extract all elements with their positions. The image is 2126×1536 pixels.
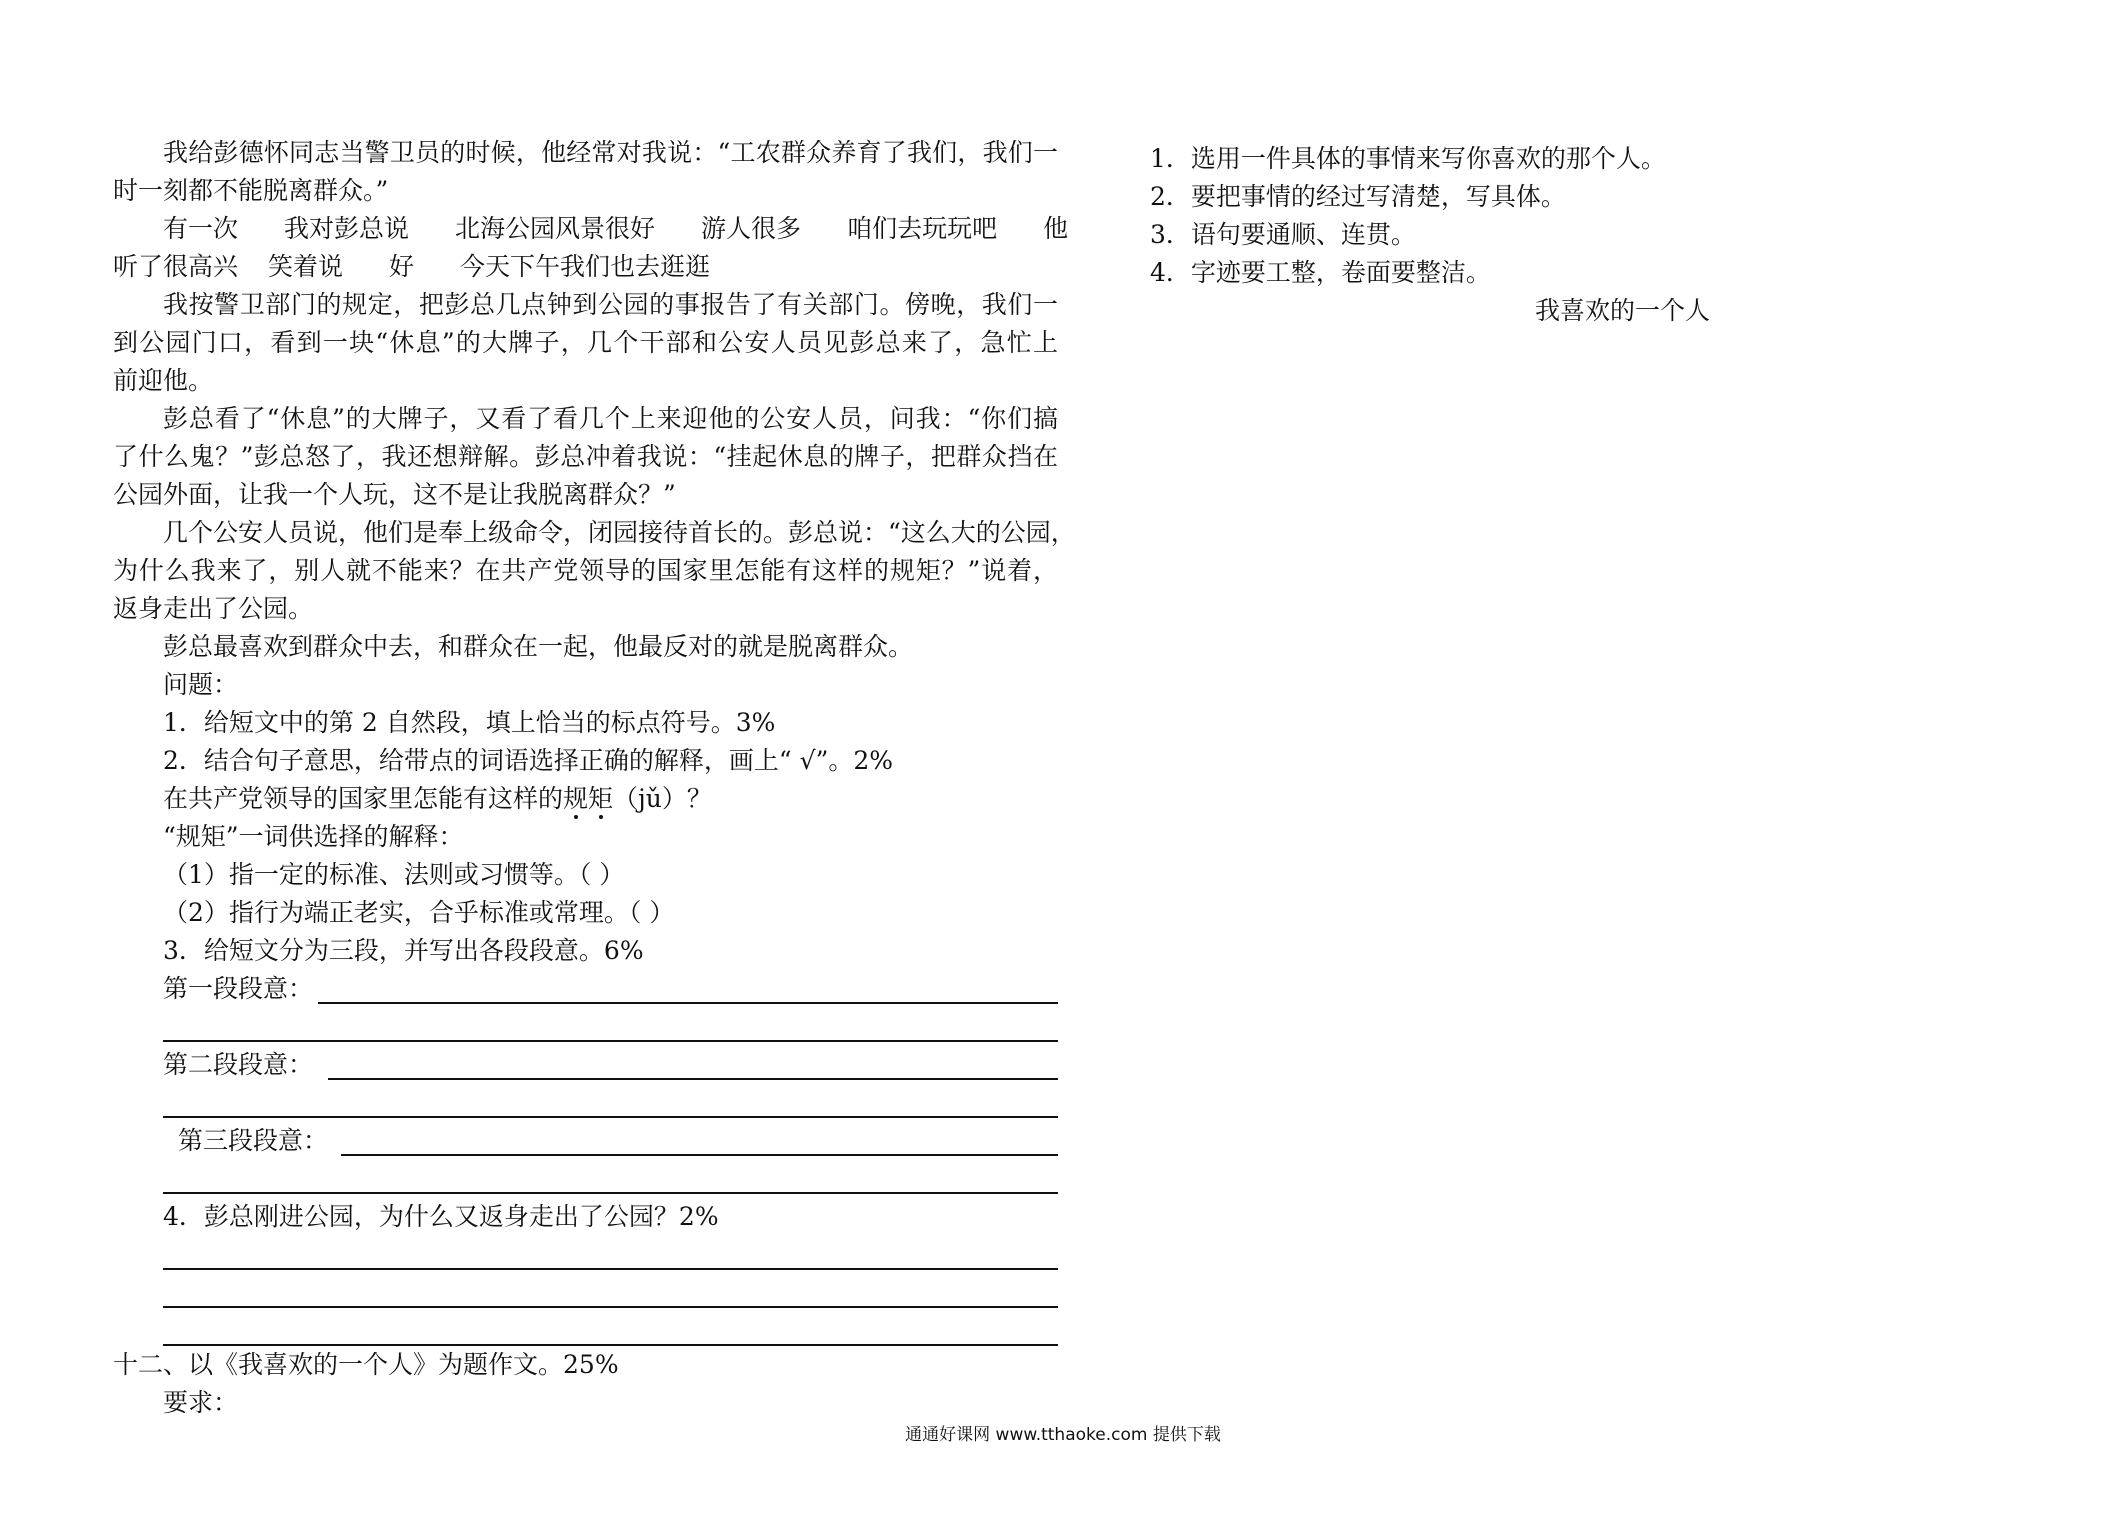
emphasis-dot (574, 815, 578, 819)
answer-line[interactable] (163, 1040, 1058, 1042)
question-3: 3．给短文分为三段，并写出各段段意。6% (163, 936, 644, 965)
reading-section (113, 134, 1076, 1350)
phrase: 他 (1043, 214, 1069, 243)
passage-line: 彭总最喜欢到群众中去，和群众在一起，他最反对的就是脱离群众。 (163, 632, 914, 661)
dotted-word (563, 784, 613, 813)
answer-row (113, 1274, 1058, 1312)
answer-line[interactable] (318, 1002, 1058, 1004)
answer-label: 第三段段意： (178, 1126, 329, 1155)
essay-title: 我喜欢的一个人 (1534, 296, 1710, 325)
answer-row (113, 1008, 1058, 1046)
question-2-option[interactable]: （1）指一定的标准、法则或习惯等。（ ） (163, 860, 625, 889)
requirement-item: 1．选用一件具体的事情来写你喜欢的那个人。 (1150, 144, 1666, 173)
phrase: 有一次 (163, 214, 239, 243)
question-2-sentence (113, 780, 1058, 818)
phrase: 今天下午我们也去逛逛 (460, 252, 711, 281)
requirements-label: 要求： (163, 1388, 239, 1417)
requirement-item: 2．要把事情的经过写清楚，写具体。 (1150, 182, 1566, 211)
answer-line[interactable] (163, 1192, 1058, 1194)
answer-line[interactable] (163, 1116, 1058, 1118)
passage-line: 到公园门口，看到一块“休息”的大牌子，几个干部和公安人员见彭总来了，急忙上 (113, 328, 1058, 357)
phrase: 咱们去玩玩吧 (847, 214, 998, 243)
passage-line: 我按警卫部门的规定，把彭总几点钟到公园的事报告了有关部门。傍晚，我们一 (163, 290, 1058, 319)
sentence-text: 在共产党领导的国家里怎能有这样的 (163, 784, 564, 813)
phrase: 北海公园风景很好 (455, 214, 656, 243)
answer-row-section-2 (113, 1046, 1058, 1084)
answer-line[interactable] (328, 1078, 1058, 1080)
passage-line: 前迎他。 (113, 366, 214, 395)
passage-line: 彭总看了“休息”的大牌子，又看了看几个上来迎他的公安人员，问我：“你们搞 (163, 404, 1058, 433)
passage-line: 了什么鬼？”彭总怒了，我还想辩解。彭总冲着我说：“挂起休息的牌子，把群众挡在 (113, 442, 1058, 471)
phrase: 游人很多 (701, 214, 802, 243)
question-1: 1．给短文中的第 2 自然段，填上恰当的标点符号。3% (163, 708, 776, 737)
answer-row-section-1 (113, 970, 1058, 1008)
passage-line: 时一刻都不能脱离群众。” (113, 176, 389, 205)
phrase: 我对彭总说 (284, 214, 410, 243)
footer-credit: 通通好课网 www.tthaoke.com 提供下载 (905, 1425, 1221, 1445)
emphasis-dot (599, 815, 603, 819)
answer-row (113, 1084, 1058, 1122)
question-2: 2．结合句子意思，给带点的词语选择正确的解释，画上“ √”。2% (163, 746, 894, 775)
composition-requirements (1150, 140, 1710, 330)
passage-unpunctuated-line (113, 248, 1058, 286)
passage-unpunctuated-line (113, 210, 1069, 248)
questions-heading: 问题： (163, 670, 239, 699)
answer-row (113, 1312, 1058, 1350)
answer-line[interactable] (341, 1154, 1058, 1156)
question-2-intro: “规矩”一词供选择的解释： (163, 822, 464, 851)
answer-row-section-3 (113, 1122, 1058, 1160)
passage-line: 公园外面，让我一个人玩，这不是让我脱离群众？” (113, 480, 676, 509)
phrase: 听了很高兴 (113, 252, 239, 281)
question-2-option[interactable]: （2）指行为端正老实，合乎标准或常理。（ ） (163, 898, 675, 927)
answer-label: 第二段段意： (163, 1050, 314, 1079)
question-4: 4．彭总刚进公园，为什么又返身走出了公园？2% (163, 1202, 719, 1231)
answer-line[interactable] (163, 1268, 1058, 1270)
answer-row (113, 1160, 1058, 1198)
answer-row (113, 1236, 1058, 1274)
passage-line: 我给彭德怀同志当警卫员的时候，他经常对我说：“工农群众养育了我们，我们一 (163, 138, 1058, 167)
passage-line: 几个公安人员说，他们是奉上级命令，闭园接待首长的。彭总说：“这么大的公园， (163, 518, 1076, 547)
passage-line: 返身走出了公园。 (113, 594, 314, 623)
phrase: 好 (389, 252, 415, 281)
answer-line[interactable] (163, 1306, 1058, 1308)
dotted-word-text: 规矩 (563, 784, 614, 813)
requirement-item: 3．语句要通顺、连贯。 (1150, 220, 1416, 249)
sentence-text: （jǔ）？ (613, 784, 712, 813)
answer-label: 第一段段意： (163, 974, 314, 1003)
composition-title: 十二、以《我喜欢的一个人》为题作文。25% (113, 1350, 619, 1379)
requirement-item: 4．字迹要工整，卷面要整洁。 (1150, 258, 1491, 287)
phrase: 笑着说 (268, 252, 344, 281)
passage-line: 为什么我来了，别人就不能来？在共产党领导的国家里怎能有这样的规矩？”说着， (113, 556, 1058, 585)
